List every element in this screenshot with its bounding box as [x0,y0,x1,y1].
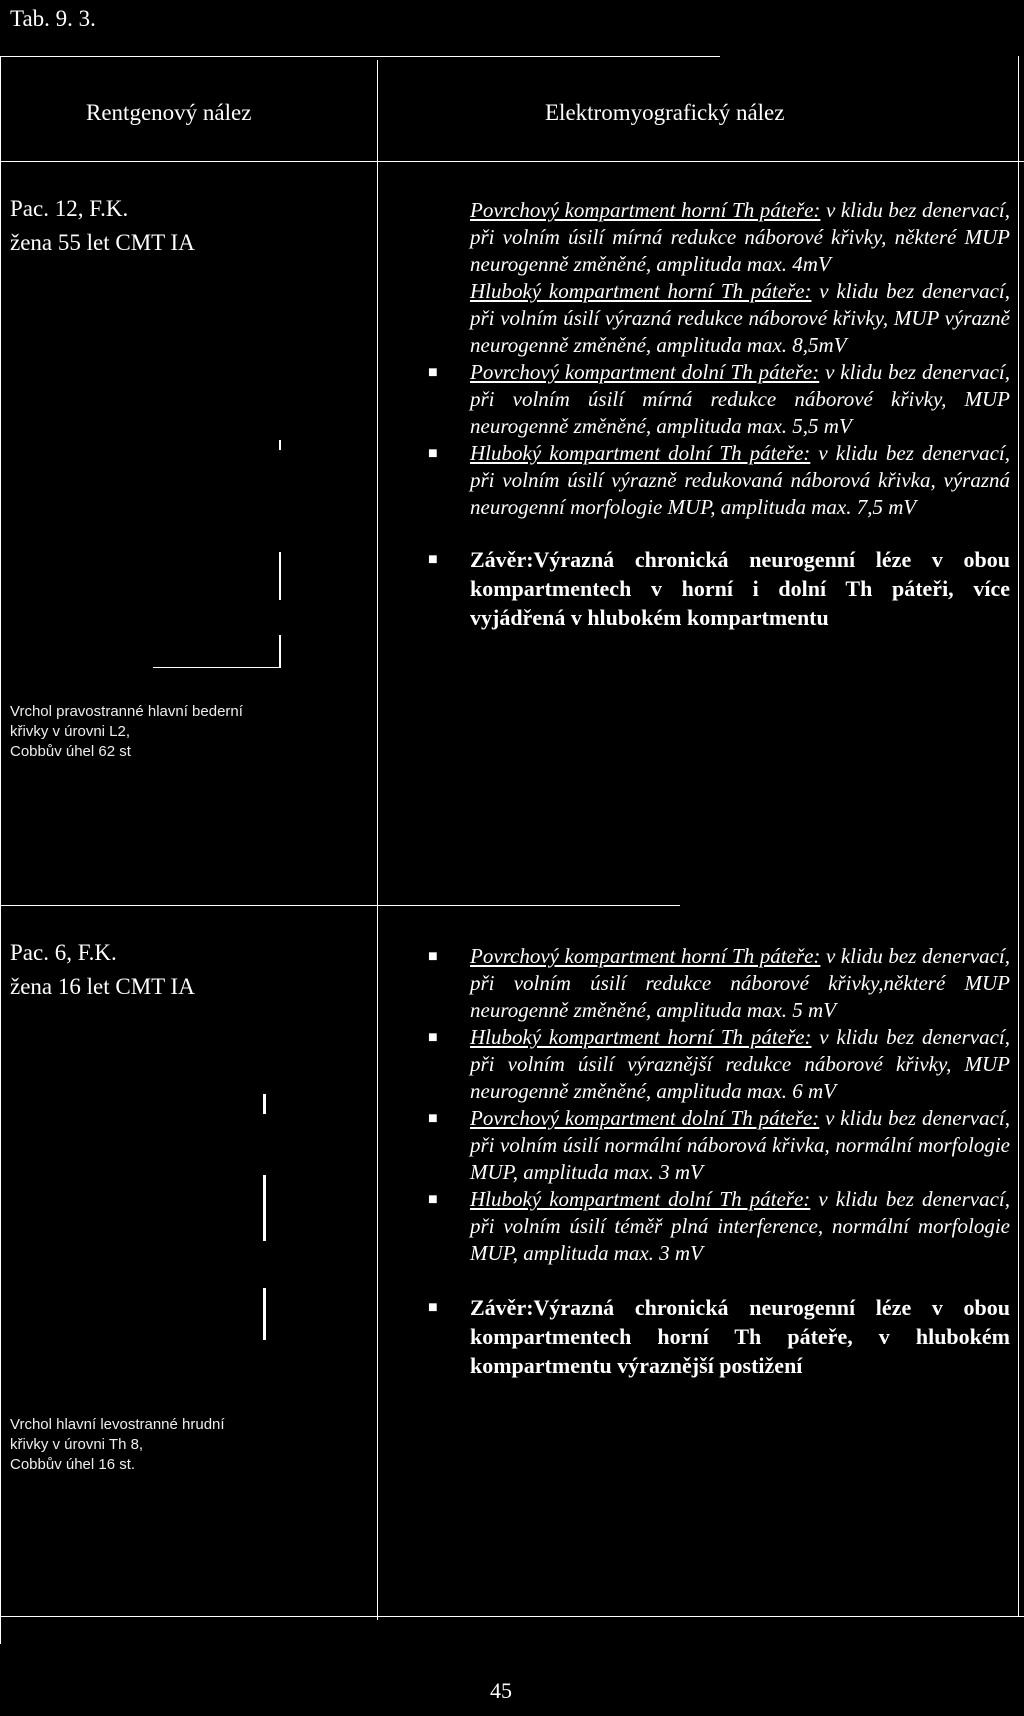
xray-caption [10,1415,225,1475]
finding-heading: Hluboký kompartment dolní Th páteře: [470,441,811,465]
conclusion-text: Závěr:Výrazná chronická neurogenní léze v obou kompartmentech horní Th páteře, v hlubokém kompartmentu výraznější postižení [470,1295,1010,1378]
finding-text: v klidu bez denervací, při volním úsilí téměř plná interference, normální morfologie MUP, amplituda max. 3 mV [470,1187,1010,1265]
finding-text: v klidu bez denervací, při volním úsilí mírná redukce náborové křivky, některé MUP neurogenně změněné, amplituda max. 4mV [470,198,1010,276]
finding-heading: Povrchový kompartment dolní Th páteře: [470,1106,820,1130]
finding-item [470,197,1010,278]
caption-line: Vrchol hlavní levostranné hrudní [10,1416,225,1433]
scan-mark [279,440,281,450]
patient-desc: žena 16 let CMT IA [10,974,195,999]
conclusion-text: Závěr:Výrazná chronická neurogenní léze v obou kompartmentech v horní i dolní Th páteři, více vyjádřená v hlubokém kompartmentu [470,547,1010,630]
scan-mark [263,1094,266,1114]
bullet-icon: ■ [428,445,438,462]
bullet-icon: ■ [428,1110,438,1127]
bullet-icon: ■ [428,1029,438,1046]
finding-text: v klidu bez denervací, při volním úsilí výrazně redukovaná náborová křivka, výrazná neurogenní morfologie MUP, amplituda max. 7,5 mV [470,441,1010,519]
caption-line: křivky v úrovni Th 8, [10,1436,144,1453]
frame-top-line [0,56,720,57]
finding-item [470,278,1010,359]
patient-desc: žena 55 let CMT IA [10,230,195,255]
finding-text: v klidu bez denervací, při volním úsilí mírná redukce náborové křivky, MUP neurogenně změněné, amplituda max. 5,5 mV [470,360,1010,438]
caption-line: křivky v úrovni L2, [10,723,131,740]
finding-heading: Hluboký kompartment horní Th páteře: [470,1025,812,1049]
header-emg: Elektromyografický nález [545,100,785,125]
table-number: Tab. 9. 3. [10,6,96,31]
emg-findings [428,943,1010,1380]
finding-item [428,440,1010,521]
finding-heading: Povrchový kompartment dolní Th páteře: [470,360,820,384]
conclusion [428,545,1010,632]
finding-item [428,943,1010,1024]
caption-line: Cobbův úhel 62 st [10,743,131,760]
row-rule [0,905,680,906]
patient-id: Pac. 6, F.K. [10,940,117,965]
caption-line: Cobbův úhel 16 st. [10,1456,136,1473]
header-rule [0,161,1024,162]
scan-mark [263,1175,266,1241]
bullet-icon: ■ [428,364,438,381]
finding-heading: Povrchový kompartment horní Th páteře: [470,944,821,968]
finding-heading: Hluboký kompartment dolní Th páteře: [470,1187,811,1211]
emg-findings [428,197,1010,632]
bullet-icon: ■ [428,1299,438,1316]
scan-mark [279,635,281,667]
bullet-icon: ■ [428,948,438,965]
finding-text: v klidu bez denervací, při volním úsilí výraznější redukce náborové křivky, MUP neurogenně změněné, amplituda max. 6 mV [470,1025,1010,1103]
bottom-rule [0,1616,1024,1617]
frame-left-line [0,56,1,1644]
finding-item [428,1186,1010,1267]
finding-item [428,1105,1010,1186]
bullet-icon: ■ [428,1191,438,1208]
frame-right-line [1018,56,1019,1616]
finding-heading: Hluboký kompartment horní Th páteře: [470,279,812,303]
finding-item [428,1024,1010,1105]
finding-item [428,359,1010,440]
caption-line: Vrchol pravostranné hlavní bederní [10,703,243,720]
bullet-icon: ■ [428,551,438,568]
patient-id: Pac. 12, F.K. [10,196,129,221]
scan-mark [279,552,281,600]
xray-caption [10,702,243,762]
page-number: 45 [490,1678,512,1703]
header-xray: Rentgenový nález [86,100,252,125]
finding-heading: Povrchový kompartment horní Th páteře: [470,198,821,222]
column-divider [377,60,378,1620]
finding-text: v klidu bez denervací, při volním úsilí normální náborová křivka, normální morfologie MUP, amplituda max. 3 mV [470,1106,1010,1184]
finding-text: v klidu bez denervací, při volním úsilí redukce náborové křivky,některé MUP neurogenně změněné, amplituda max. 5 mV [470,944,1010,1022]
finding-text: v klidu bez denervací, při volním úsilí výrazná redukce náborové křivky, MUP výrazně neurogenně změněné, amplituda max. 8,5mV [470,279,1010,357]
scan-mark [263,1288,266,1340]
conclusion [428,1293,1010,1380]
scan-mark [153,667,281,668]
